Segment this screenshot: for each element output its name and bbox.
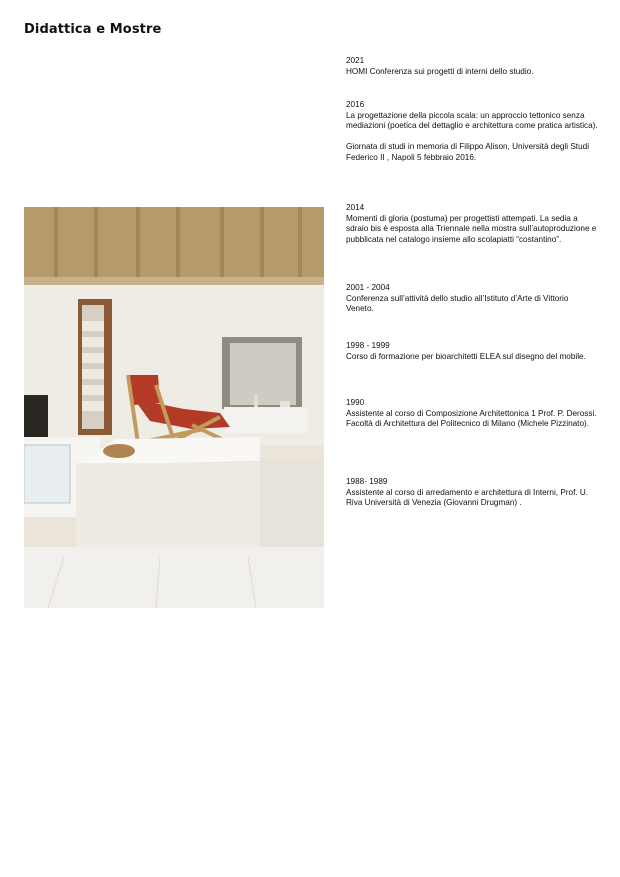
entry-text: Momenti di gloria (postuma) per progettisti attempati. La sedia a sdraio bis è esposta alla Triennale nella mostra sull’autoproduzione e pubblicata nel catalogo insieme allo scolapiatti “costantino”. (346, 213, 597, 244)
exhibition-photo (24, 207, 324, 608)
entry-text: Assistente al corso di Composizione Architettonica 1 Prof. P. Derossi. Facoltà di Architettura del Politecnico di Milano (Michele Pizzinato). (346, 408, 597, 429)
entry-year: 2021 (346, 56, 365, 65)
entry-year: 2016 (346, 100, 365, 109)
entry-year: 1998 - 1999 (346, 341, 390, 350)
entry-text: Conferenza sull’attività dello studio all’Istituto d’Arte di Vittorio Veneto. (346, 293, 569, 314)
entry-text: Assistente al corso di arredamento e architettura di Interni, Prof. U. Riva Università di Venezia (Giovanni Drugman) . (346, 487, 589, 508)
entry-2001-2004 (346, 283, 598, 315)
entry-2016 (346, 100, 598, 164)
entry-1998-1999 (346, 341, 598, 362)
entry-1990 (346, 398, 598, 430)
entry-year: 1990 (346, 398, 365, 407)
entry-text: Giornata di studi in memoria di Filippo Alison, Università degli Studi Federico II , Napoli 5 febbraio 2016. (346, 142, 590, 162)
entry-2021 (346, 56, 598, 77)
entry-year: 1988- 1989 (346, 477, 388, 486)
entry-text: HOMI Conferenza sui progetti di interni dello studio. (346, 66, 534, 76)
entry-text: Corso di formazione per bioarchitetti ELEA sul disegno del mobile. (346, 351, 586, 361)
entry-year: 2001 - 2004 (346, 283, 390, 292)
entry-2014 (346, 203, 598, 245)
page-title: Didattica e Mostre (24, 22, 162, 37)
entry-year: 2014 (346, 203, 365, 212)
entry-text: La progettazione della piccola scala: un approccio tettonico senza mediazioni (poetica del dettaglio e architettura come pratica artistica). (346, 110, 598, 131)
entry-1988-1989 (346, 477, 598, 509)
